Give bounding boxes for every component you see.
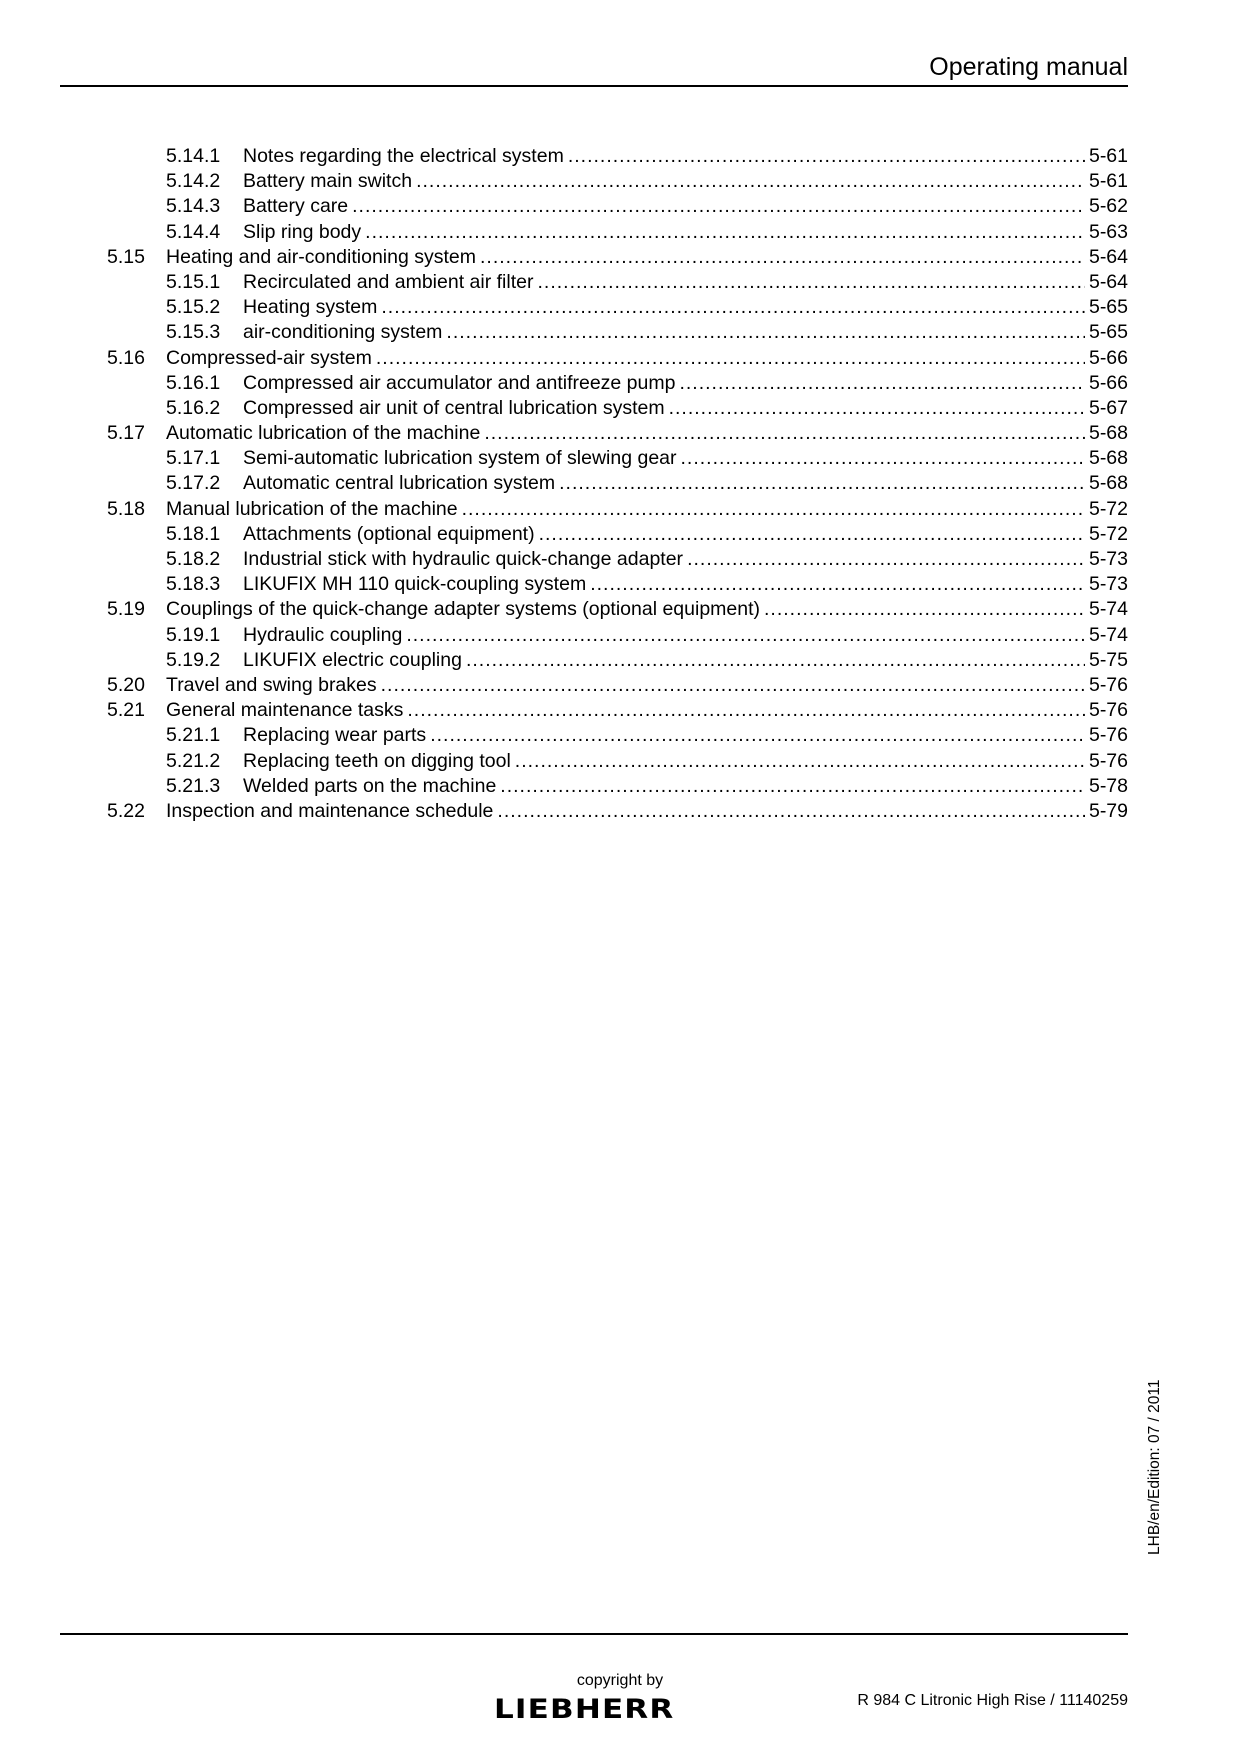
toc-entry-page: 5-64 [1088,245,1128,268]
toc-entry-number: 5.19.1 [166,623,221,646]
toc-entry-number: 5.19 [107,598,145,621]
toc-entry-title: Automatic central lubrication system [243,472,556,495]
toc-entry-title: Industrial stick with hydraulic quick-change adapter [243,548,684,570]
toc-dot-leader [687,547,1085,572]
toc-entry[interactable] [107,623,1128,648]
page-title: Operating manual [929,53,1128,81]
toc-dot-leader [681,446,1085,471]
toc-entry[interactable] [107,320,1128,345]
toc-entry-page: 5-63 [1088,220,1128,243]
toc-entry-page: 5-68 [1088,472,1128,495]
toc-entry-title: Inspection and maintenance schedule [166,799,494,822]
toc-entry[interactable] [107,497,1128,522]
toc-entry-title: Welded parts on the machine [243,774,497,797]
toc-entry-page: 5-62 [1088,195,1128,218]
toc-entry[interactable] [107,346,1128,371]
toc-entry-page: 5-76 [1088,749,1128,772]
toc-entry-number: 5.18 [107,497,145,520]
toc-dot-leader [537,270,1084,295]
toc-entry-number: 5.18.1 [166,522,221,545]
toc-entry-number: 5.21.3 [166,774,221,797]
toc-entry[interactable] [107,597,1128,622]
toc-entry-number: 5.20 [107,673,145,696]
toc-dot-leader [381,673,1085,698]
toc-entry[interactable] [107,522,1128,547]
toc-entry[interactable] [107,220,1128,245]
toc-entry-title: Travel and swing brakes [166,673,377,696]
toc-entry[interactable] [107,673,1128,698]
toc-entry-page: 5-64 [1088,270,1128,293]
toc-entry-title: General maintenance tasks [166,699,404,722]
toc-entry[interactable] [107,648,1128,673]
toc-entry[interactable] [107,723,1128,748]
toc-entry[interactable] [107,270,1128,295]
document-id: R 984 C Litronic High Rise / 11140259 [857,1692,1128,1709]
toc-entry-number: 5.16.2 [166,396,221,419]
toc-entry-number: 5.21.1 [166,724,221,747]
toc-entry-title: Compressed air accumulator and antifreeze pump [243,371,676,394]
toc-entry-title: Compressed air unit of central lubrication system [243,396,665,419]
toc-dot-leader [406,623,1085,648]
toc-dot-leader [466,648,1085,673]
toc-entry[interactable] [107,169,1128,194]
liebherr-logo: LIEBHERR [494,1694,675,1725]
toc-entry-title: Manual lubrication of the machine [166,497,458,520]
toc-dot-leader [352,194,1085,219]
toc-entry-page: 5-75 [1088,648,1128,671]
toc-entry-page: 5-78 [1088,774,1128,797]
edition-note-container [1144,1355,1166,1555]
toc-entry-number: 5.14.3 [166,195,221,218]
toc-entry-page: 5-68 [1088,422,1128,445]
toc-entry-number: 5.16.1 [166,371,221,394]
toc-entry-page: 5-72 [1088,497,1128,520]
toc-entry-number: 5.18.2 [166,548,221,570]
toc-dot-leader [679,371,1085,396]
toc-entry[interactable] [107,774,1128,799]
toc-entry-title: Slip ring body [243,220,362,243]
toc-entry-page: 5-76 [1088,673,1128,696]
toc-entry[interactable] [107,245,1128,270]
toc-entry-number: 5.19.2 [166,648,221,671]
toc-dot-leader [764,597,1085,622]
toc-entry-title: Replacing teeth on digging tool [243,749,511,772]
toc-entry-number: 5.15.2 [166,296,221,319]
toc-entry-number: 5.22 [107,799,145,822]
toc-entry[interactable] [107,144,1128,169]
toc-entry-number: 5.16 [107,346,145,369]
toc-entry[interactable] [107,295,1128,320]
toc-dot-leader [669,396,1085,421]
toc-entry-number: 5.17 [107,422,145,445]
toc-entry-page: 5-68 [1088,447,1128,470]
toc-entry-number: 5.15 [107,245,145,268]
toc-entry-page: 5-73 [1088,548,1128,570]
toc-entry-page: 5-73 [1088,573,1128,596]
toc-entry-page: 5-74 [1088,598,1128,621]
toc-entry-page: 5-79 [1088,799,1128,822]
toc-entry[interactable] [107,547,1128,572]
toc-entry-page: 5-76 [1088,724,1128,747]
toc-entry[interactable] [107,572,1128,597]
toc-dot-leader [376,346,1085,371]
toc-dot-leader [407,698,1085,723]
toc-entry[interactable] [107,421,1128,446]
toc-dot-leader [500,774,1085,799]
toc-entry-title: Battery main switch [243,170,413,193]
toc-entry-page: 5-66 [1088,346,1128,369]
toc-entry-number: 5.21.2 [166,749,221,772]
toc-entry[interactable] [107,698,1128,723]
toc-dot-leader [497,799,1085,824]
toc-entry-number: 5.18.3 [166,573,221,596]
toc-entry-title: Attachments (optional equipment) [243,522,535,545]
toc-entry-title: Hydraulic coupling [243,623,403,646]
toc-entry-number: 5.21 [107,699,145,722]
toc-entry-number: 5.14.4 [166,220,221,243]
toc-entry-page: 5-66 [1088,371,1128,394]
toc-entry-title: Automatic lubrication of the machine [166,422,481,445]
toc-entry-page: 5-65 [1088,321,1128,344]
toc-entry-title: Notes regarding the electrical system [243,145,564,167]
toc-entry-title: air-conditioning system [243,321,443,344]
toc-entry-title: Heating system [243,296,378,319]
header-divider [60,85,1128,87]
toc-entry-title: Compressed-air system [166,346,372,369]
toc-dot-leader [515,749,1085,774]
toc-entry[interactable] [107,396,1128,421]
toc-dot-leader [462,497,1085,522]
toc-entry-number: 5.15.1 [166,270,221,293]
edition-note: LHB/en/Edition: 07 / 2011 [1146,1379,1163,1555]
toc-entry-page: 5-67 [1088,396,1128,419]
footer-divider [60,1633,1128,1635]
toc-entry-title: LIKUFIX electric coupling [243,648,462,671]
toc-dot-leader [430,723,1085,748]
toc-entry-page: 5-61 [1088,145,1128,167]
toc-dot-leader [365,220,1085,245]
toc-dot-leader [539,522,1085,547]
toc-entry-title: Couplings of the quick-change adapter systems (optional equipment) [166,598,761,621]
toc-dot-leader [568,144,1085,169]
toc-entry[interactable] [107,194,1128,219]
toc-entry[interactable] [107,446,1128,471]
toc-entry-number: 5.17.2 [166,472,221,495]
copyright-label: copyright by [576,1672,664,1689]
toc-entry-title: Heating and air-conditioning system [166,245,477,268]
toc-entry-number: 5.14.1 [166,145,221,167]
toc-dot-leader [590,572,1085,597]
toc-dot-leader [381,295,1085,320]
toc-entry-page: 5-74 [1088,623,1128,646]
toc-entry-number: 5.17.1 [166,447,221,470]
toc-entry-page: 5-76 [1088,699,1128,722]
toc-entry-title: Recirculated and ambient air filter [243,270,534,293]
toc-entry-page: 5-61 [1088,170,1128,193]
toc-entry-title: Battery care [243,195,349,218]
toc-entry-number: 5.15.3 [166,321,221,344]
toc-dot-leader [416,169,1085,194]
toc-entry-page: 5-65 [1088,296,1128,319]
toc-entry-title: LIKUFIX MH 110 quick-coupling system [243,573,587,596]
toc-dot-leader [480,245,1085,270]
toc-entry-title: Replacing wear parts [243,724,427,747]
toc-entry-number: 5.14.2 [166,170,221,193]
toc-entry-title: Semi-automatic lubrication system of slewing gear [243,447,677,470]
toc-entry[interactable] [107,799,1128,824]
toc-dot-leader [559,471,1085,496]
toc-entry[interactable] [107,471,1128,496]
toc-dot-leader [446,320,1085,345]
toc-entry-page: 5-72 [1088,522,1128,545]
toc-entry[interactable] [107,371,1128,396]
table-of-contents [107,144,1128,824]
toc-entry[interactable] [107,749,1128,774]
toc-dot-leader [484,421,1085,446]
